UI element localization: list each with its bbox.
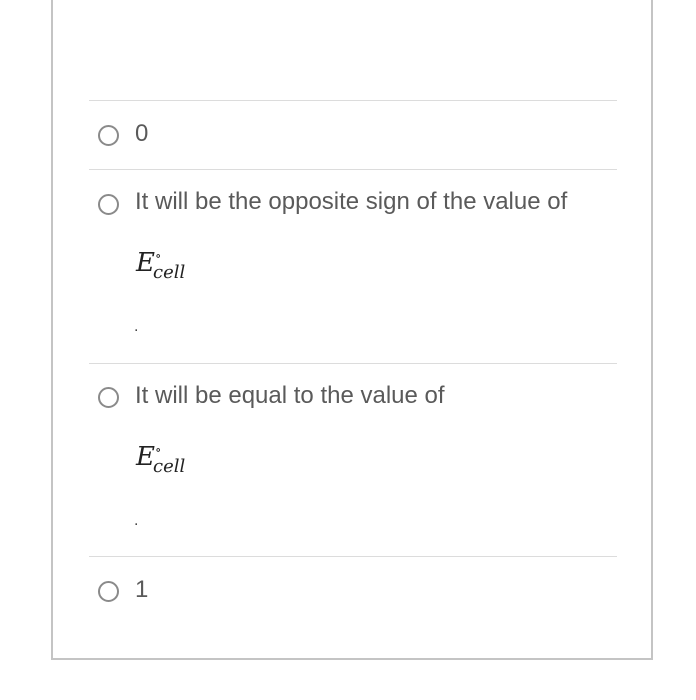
question-card: [51, 0, 653, 660]
option-opposite-sign-label[interactable]: It will be the opposite sign of the value of: [135, 188, 568, 215]
e-cell-formula: [136, 248, 186, 283]
degree-symbol: ∘: [155, 249, 162, 264]
option-divider: [89, 556, 617, 557]
radio-option-1-icon[interactable]: [98, 581, 119, 602]
option-equal-label[interactable]: It will be equal to the value of: [135, 382, 445, 409]
e-cell-formula: [136, 442, 186, 477]
cell-subscript: cell: [153, 262, 186, 283]
trailing-period: .: [134, 512, 139, 529]
e-symbol: E: [136, 248, 155, 278]
option-divider: [89, 100, 617, 101]
radio-option-0-icon[interactable]: [98, 125, 119, 146]
option-1-label[interactable]: 1: [135, 576, 149, 603]
radio-option-opposite-sign-icon[interactable]: [98, 194, 119, 215]
radio-option-equal-icon[interactable]: [98, 387, 119, 408]
option-divider: [89, 169, 617, 170]
option-divider: [89, 363, 617, 364]
cell-subscript: cell: [153, 456, 186, 477]
trailing-period: .: [134, 318, 139, 335]
option-0-label[interactable]: 0: [135, 120, 149, 147]
e-symbol: E: [136, 442, 155, 472]
degree-symbol: ∘: [155, 443, 162, 458]
